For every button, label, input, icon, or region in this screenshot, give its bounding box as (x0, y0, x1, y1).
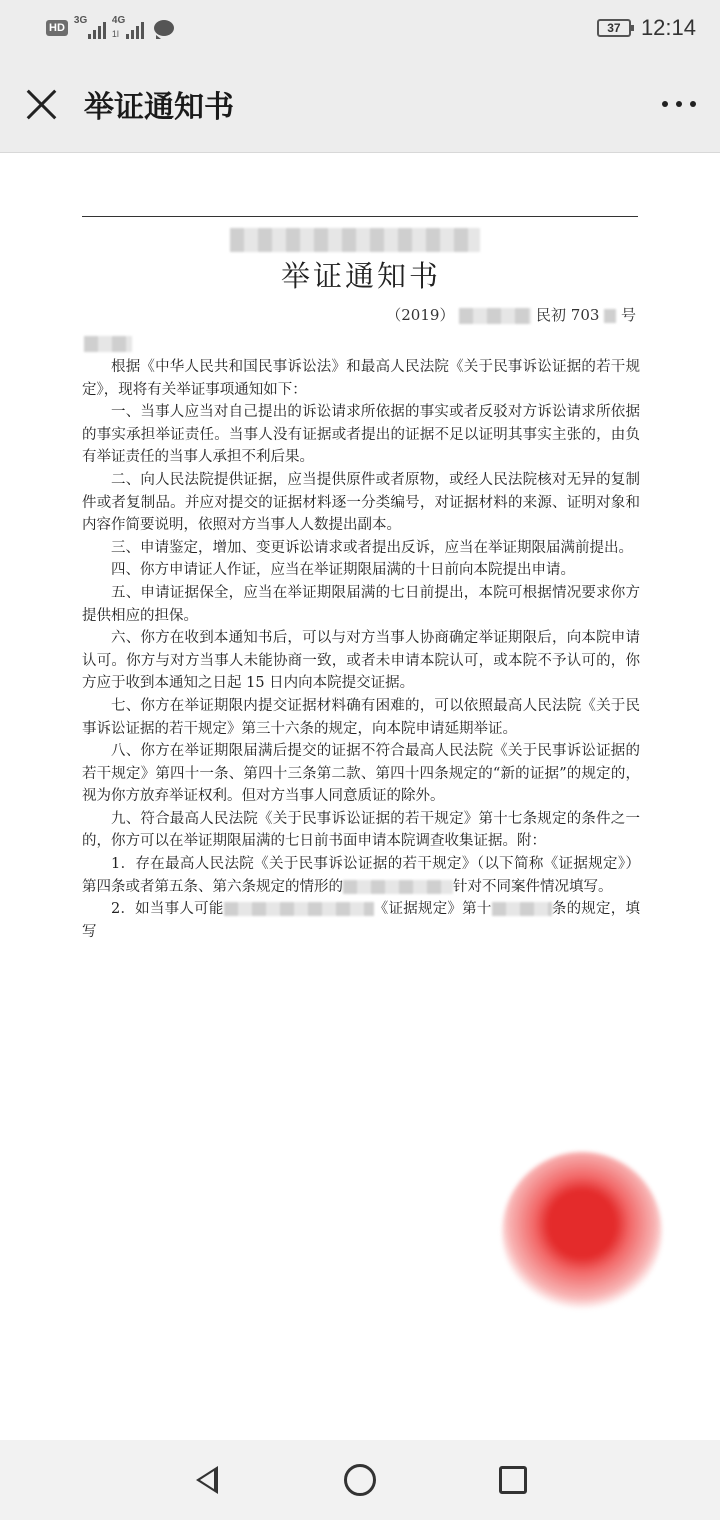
paragraph: 八、你方在举证期限届满后提交的证据不符合最高人民法院《关于民事诉讼证据的若干规定》第四十一条、第四十三条第二款、第四十四条规定的“新的证据”的规定的，视为你方放弃举证权利。但对方当事人同意质证的除外。 (82, 743, 640, 805)
paragraph: 三、申请鉴定，增加、变更诉讼请求或者提出反诉，应当在举证期限届满前提出。 (111, 539, 633, 556)
system-nav-bar (0, 1440, 720, 1520)
close-icon[interactable] (24, 87, 58, 121)
paragraph: 根据《中华人民共和国民事诉讼法》和最高人民法院《关于民事诉讼证据的若干规定》，现将有关举证事项通知如下： (82, 359, 640, 398)
redacted-party-name (84, 336, 132, 352)
title-bar (0, 56, 720, 152)
more-options-icon[interactable] (662, 91, 696, 117)
paragraph: 二、向人民法院提供证据，应当提供原件或者原物，或经人民法院核对无异的复制件或者复制品。并应对提交的证据材料逐一分类编号，对证据材料的来源、证明对象和内容作简要说明，依照对方当事人人数提出副本。 (82, 471, 640, 534)
hd-badge: HD (46, 20, 68, 36)
recents-icon (499, 1466, 527, 1494)
paragraph: 1．存在最高人民法院《关于民事诉讼证据的若干规定》（以下简称《证据规定》）第四条或者第五条、第六条规定的情形的 针对不同案件情况填写。 (82, 856, 640, 895)
redacted-court-name (230, 228, 480, 252)
back-button[interactable] (187, 1460, 227, 1500)
clock: 12:14 (640, 15, 696, 40)
paragraph: 2．如当事人可能 《证据规定》第十 条的规定，填写 (82, 901, 640, 940)
paragraph: 一、当事人应当对自己提出的诉讼请求所依据的事实或者反驳对方诉讼请求所依据的事实承担举证责任。当事人没有证据或者提出的证据不足以证明其事实主张的，由负有举证责任的当事人承担不利后果。 (82, 404, 640, 466)
paragraph: 四、你方申请证人作证，应当在举证期限届满的十日前向本院提出申请。 (111, 562, 575, 579)
paragraph: 五、申请证据保全，应当在举证期限届满的七日前提出，本院可根据情况要求你方提供相应的担保。 (82, 584, 640, 624)
signal-3g-icon: 3G (74, 17, 106, 39)
court-seal (502, 1152, 662, 1312)
status-right (597, 15, 696, 41)
document-image[interactable] (82, 206, 640, 940)
back-icon (196, 1466, 218, 1494)
paragraph: 九、符合最高人民法院《关于民事诉讼证据的若干规定》第十七条规定的条件之一的，你方可以在举证期限届满的七日前书面申请本院调查收集证据。附： (82, 810, 640, 850)
redacted-case-digit (604, 309, 616, 323)
signal-4g-icon: 4G 1l (112, 17, 144, 39)
document-body (82, 356, 640, 943)
page-title: 举证通知书 (84, 90, 234, 125)
status-left (46, 17, 174, 39)
home-icon (344, 1464, 376, 1496)
recents-button[interactable] (493, 1460, 533, 1500)
redacted-case-code (459, 308, 531, 324)
document-title: 举证通知书 (280, 259, 441, 293)
redacted-text (224, 902, 374, 916)
home-button[interactable] (340, 1460, 380, 1500)
paragraph: 七、你方在举证期限内提交证据材料确有困难的，可以依照最高人民法院《关于民事诉讼证据的若干规定》第三十六条的规定，向本院申请延期举证。 (82, 697, 640, 737)
status-bar (0, 0, 720, 56)
header-divider (0, 152, 720, 153)
paragraph: 六、你方在收到本通知书后，可以与对方当事人协商确定举证期限后，向本院申请认可。你方与对方当事人未能协商一致，或者未申请本院认可，或本院不予认可的，你方应于收到本通知之日起 15 日内向本院提交证据。 (82, 630, 640, 692)
case-number: （2019） 民初 703 号 (386, 306, 636, 324)
redacted-text (343, 880, 453, 894)
battery-icon: 37 (597, 19, 631, 37)
redacted-text (492, 902, 552, 916)
message-icon (154, 20, 174, 36)
header-rule (82, 216, 638, 217)
